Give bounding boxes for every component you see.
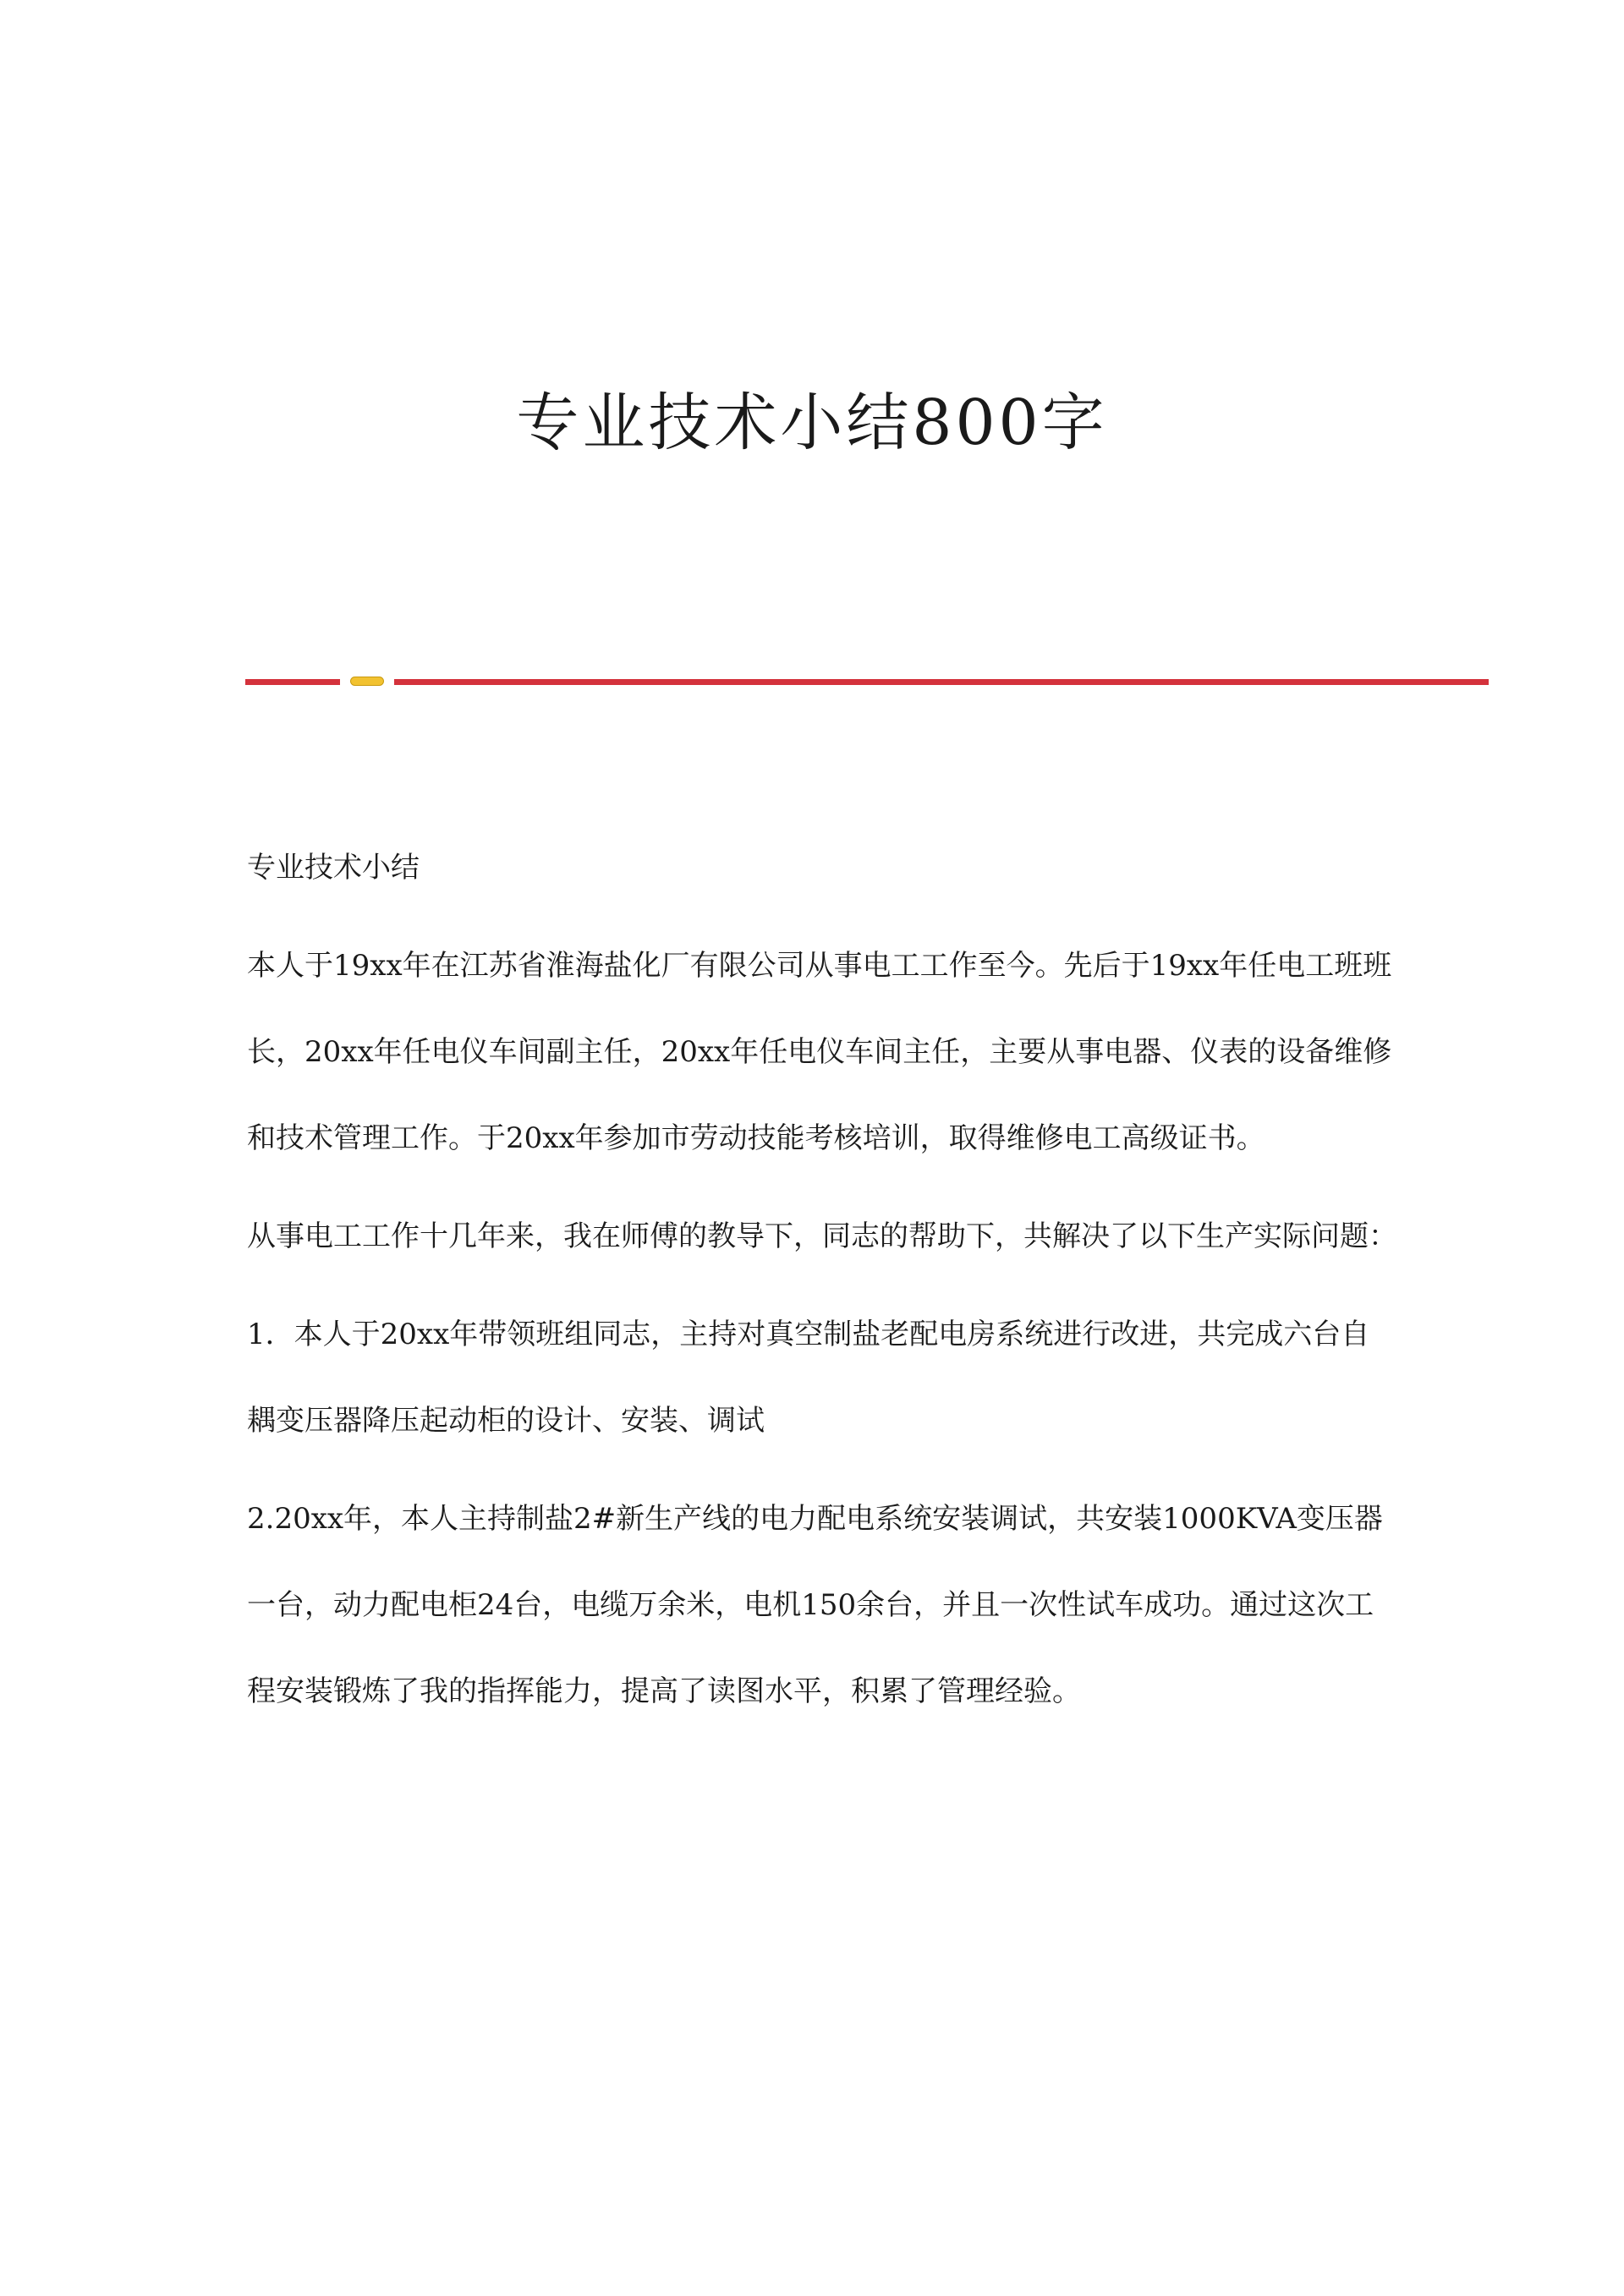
divider-bar-right — [394, 679, 1489, 685]
paragraph-intro-problems: 从事电工工作十几年来，我在师傅的教导下，同志的帮助下，共解决了以下生产实际问题： — [247, 1219, 1397, 1253]
paragraph-item-1: 1．本人于20xx年带领班组同志，主持对真空制盐老配电房系统进行改进，共完成六台自耦变压器降压起动柜的设计、安装、调试 — [247, 1318, 1370, 1438]
paragraph-item-2: 2.20xx年，本人主持制盐2#新生产线的电力配电系统安装调试，共安装1000KVA变压器一台，动力配电柜24台，电缆万余米，电机150余台，并且一次性试车成功。通过这次工程安装锻炼了我的指挥能力，提高了读图水平，积累了管理经验。 — [247, 1502, 1383, 1708]
divider-bar-left — [245, 679, 340, 685]
title-divider — [245, 673, 1489, 693]
section-heading: 专业技术小结 — [247, 851, 420, 885]
page-title: 专业技术小结800字 — [516, 386, 1108, 459]
paragraph-career: 本人于19xx年在江苏省淮海盐化厂有限公司从事电工工作至今。先后于19xx年任电工班班长，20xx年任电仪车间副主任，20xx年任电仪车间主任，主要从事电器、仪表的设备维修和技术管理工作。于20xx年参加市劳动技能考核培训，取得维修电工高级证书。 — [247, 949, 1392, 1155]
document-body — [247, 825, 1397, 1746]
divider-ornament-icon — [350, 677, 384, 686]
